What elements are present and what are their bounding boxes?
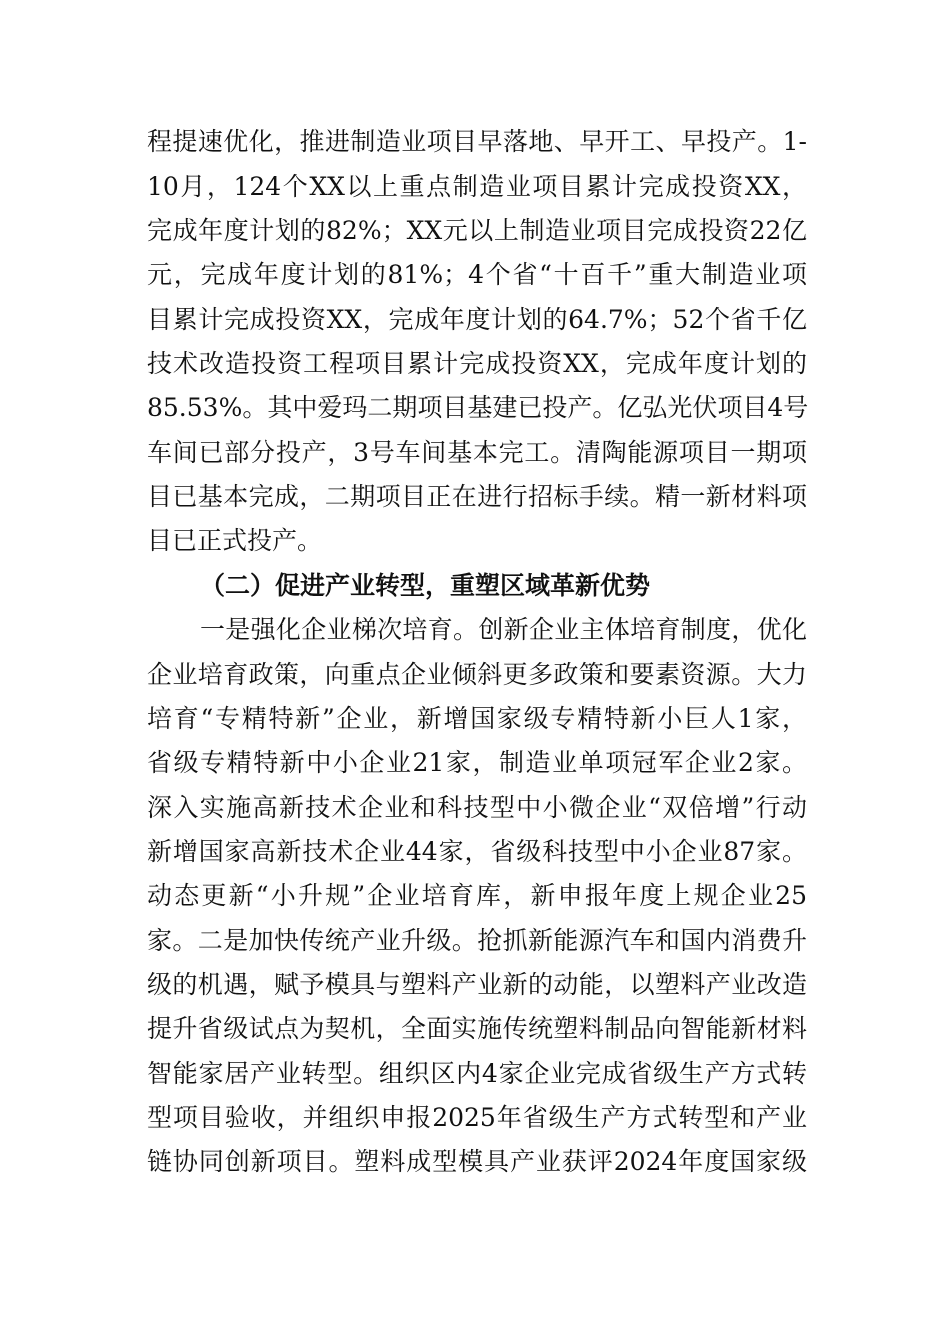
paragraph1-line-9: 目已基本完成，二期项目正在进行招标手续。精一新材料项 [147,482,807,511]
paragraph1-line-4: 元，完成年度计划的81%；4个省“十百千”重大制造业项 [147,260,807,289]
paragraph2-line-1: 一是强化企业梯次培育。创新企业主体培育制度，优化 [200,615,807,644]
paragraph2-line-2: 企业培育政策，向重点企业倾斜更多政策和要素资源。大力 [147,660,807,689]
paragraph2-line-9: 级的机遇，赋予模具与塑料产业新的动能，以塑料产业改造 [147,970,807,999]
paragraph1-line-6: 技术改造投资工程项目累计完成投资XX，完成年度计划的 [147,349,807,378]
paragraph2-line-11: 智能家居产业转型。组织区内4家企业完成省级生产方式转 [147,1059,807,1088]
paragraph1-line-1: 程提速优化，推进制造业项目早落地、早开工、早投产。1- [147,127,807,156]
paragraph1-line-8: 车间已部分投产，3号车间基本完工。清陶能源项目一期项 [147,438,807,467]
paragraph1-line-7: 85.53%。其中爱玛二期项目基建已投产。亿弘光伏项目4号 [147,393,809,422]
paragraph1-line-10: 目已正式投产。 [147,526,323,555]
paragraph2-line-10: 提升省级试点为契机，全面实施传统塑料制品向智能新材料 [147,1014,807,1043]
paragraph1-line-5: 目累计完成投资XX，完成年度计划的64.7%；52个省千亿 [147,305,807,334]
paragraph2-line-8: 家。二是加快传统产业升级。抢抓新能源汽车和国内消费升 [147,926,807,955]
paragraph2-line-5: 深入实施高新技术企业和科技型中小微企业“双倍增”行动 [147,793,807,822]
paragraph2-line-6: 新增国家高新技术企业44家，省级科技型中小企业87家。 [147,837,807,866]
paragraph2-line-12: 型项目验收，并组织申报2025年省级生产方式转型和产业 [147,1103,807,1132]
paragraph1-line-3: 完成年度计划的82%；XX元以上制造业项目完成投资22亿 [147,216,807,245]
section-heading: （二）促进产业转型，重塑区域革新优势 [200,571,651,600]
paragraph2-line-4: 省级专精特新中小企业21家，制造业单项冠军企业2家。 [147,748,807,777]
paragraph2-line-7: 动态更新“小升规”企业培育库，新申报年度上规企业25 [147,881,807,910]
paragraph2-line-3: 培育“专精特新”企业，新增国家级专精特新小巨人1家， [147,704,807,733]
paragraph2-line-13: 链协同创新项目。塑料成型模具产业获评2024年度国家级 [147,1147,807,1176]
paragraph1-line-2: 10月，124个XX以上重点制造业项目累计完成投资XX， [147,172,807,201]
